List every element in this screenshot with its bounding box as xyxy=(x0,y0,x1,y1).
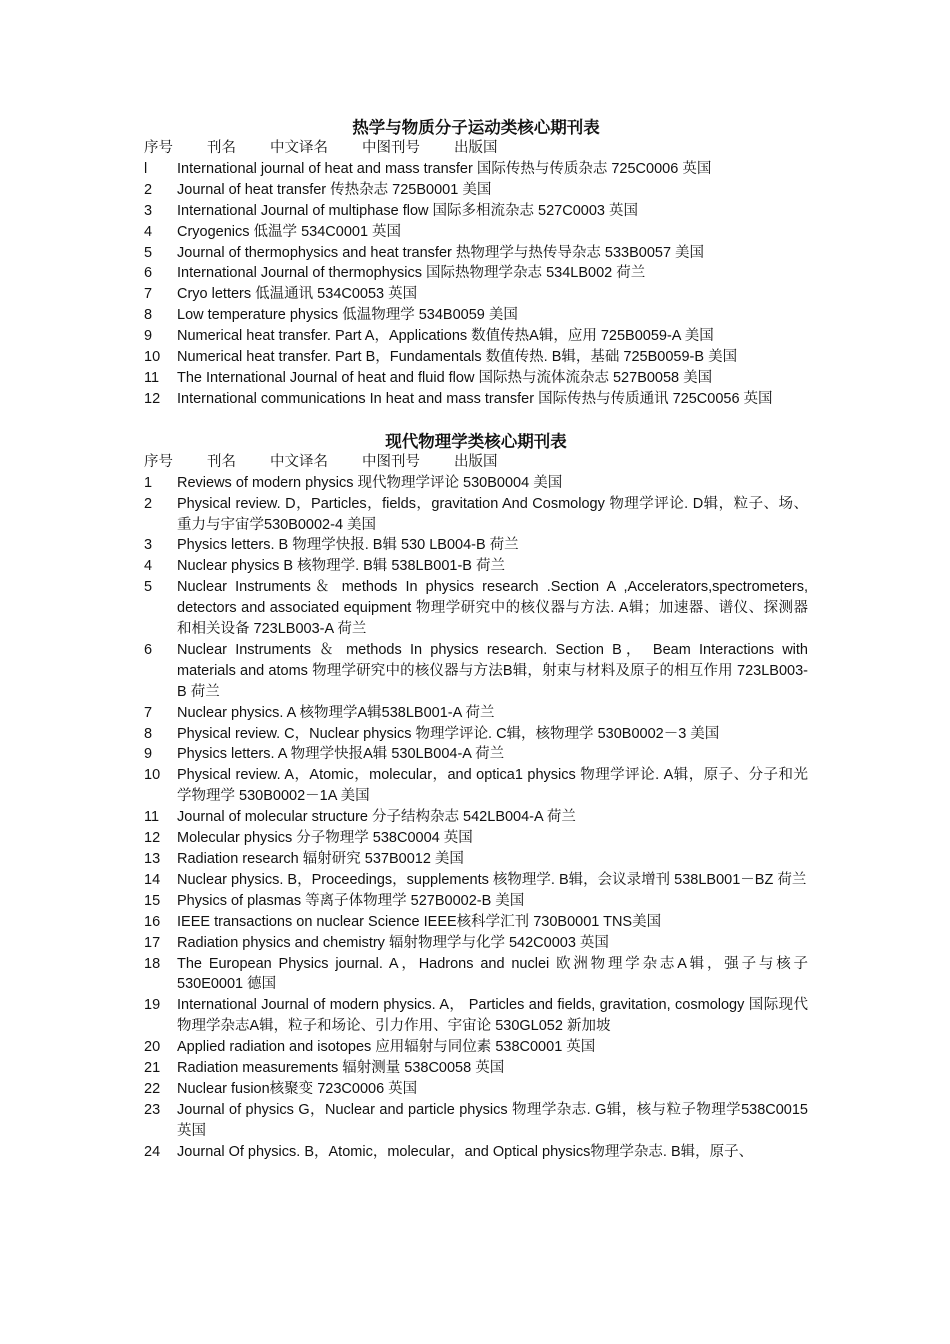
entry-text: Journal of molecular structure 分子结构杂志 542LB004-A 荷兰 xyxy=(177,809,576,826)
entry-text: Physics letters. B 物理学快报. B辑 530 LB004-B 荷兰 xyxy=(177,537,519,554)
section-title: 热学与物质分子运动类核心期刊表 xyxy=(352,118,600,137)
entry-number: 13 xyxy=(144,851,161,867)
entry-number: 22 xyxy=(144,1080,161,1097)
list-item xyxy=(144,535,808,556)
entry-text: International communications In heat and mass transfer 国际传热与传质通讯 725C0056 英国 xyxy=(177,390,773,407)
list-item xyxy=(144,284,808,305)
list-item xyxy=(144,556,808,577)
header-num: 序号 xyxy=(144,453,173,470)
list-item xyxy=(144,201,808,222)
list-item xyxy=(144,724,808,745)
entry-number: 17 xyxy=(144,934,161,951)
entry-text: Nuclear physics B 核物理学. B辑 538LB001-B 荷兰 xyxy=(177,558,505,575)
list-item xyxy=(144,1037,808,1058)
entry-number: l xyxy=(144,160,148,177)
section-title: 现代物理学类核心期刊表 xyxy=(385,431,567,451)
header-country: 出版国 xyxy=(454,140,498,156)
entry-number: 12 xyxy=(144,830,161,847)
list-item xyxy=(144,159,808,180)
list-item xyxy=(144,703,808,724)
list-item xyxy=(144,180,808,201)
entry-text: Physical review. C，Nuclear physics 物理学评论. C辑，核物理学 530B0002－3 美国 xyxy=(177,725,720,742)
entry-text: Journal Of physics. B，Atomic，molecular，and Optical physics物理学杂志. B辑，原子、 xyxy=(177,1143,754,1160)
entry-number: 6 xyxy=(144,265,153,282)
header-country: 出版国 xyxy=(454,453,498,470)
entry-text: Physics of plasmas 等离子体物理学 527B0002-B 美国 xyxy=(177,892,525,909)
entry-number: 20 xyxy=(144,1039,161,1056)
entry-text: Radiation research 辐射研究 537B0012 美国 xyxy=(177,851,464,867)
header-code: 中图刊号 xyxy=(362,140,420,156)
entry-number: 3 xyxy=(144,537,153,554)
entry-text: The International Journal of heat and fluid flow 国际热与流体流杂志 527B0058 美国 xyxy=(177,369,713,386)
list-item xyxy=(144,1100,808,1142)
entry-text: Nuclear Instruments＆ methods In physics research .Section A ,Accelerators,spectrometers, detectors and associated equipment 物理学研究中的核仪器与方法. A辑；加速器、谱仪、探测器和相关设备 723LB003-A 荷兰 xyxy=(177,579,808,638)
entry-text: Nuclear Instruments ＆ methods In physics research. Section B， Beam Interactions with materials and atoms 物理学研究中的核仪器与方法B辑，射束与材料及原子的相互作用 723LB003-B 荷兰 xyxy=(177,641,808,700)
list-item xyxy=(144,891,808,912)
entry-text: Journal of heat transfer 传热杂志 725B0001 美国 xyxy=(177,181,492,198)
header-title: 刊名 xyxy=(207,453,236,470)
entry-number: 9 xyxy=(144,328,153,345)
entry-text: IEEE transactions on nuclear Science IEEE核科学汇刊 730B0001 TNS美国 xyxy=(177,913,662,930)
entry-number: 9 xyxy=(144,746,153,763)
entry-number: 8 xyxy=(144,725,153,742)
list-item xyxy=(144,933,808,954)
list-item xyxy=(144,849,808,870)
table-header xyxy=(144,452,808,473)
entry-text: Applied radiation and isotopes 应用辐射与同位素 538C0001 英国 xyxy=(177,1039,596,1056)
entry-text: The European Physics journal. A，Hadrons and nuclei 欧洲物理学杂志A辑，强子与核子 530E0001 德国 xyxy=(177,955,808,993)
entry-text: Nuclear physics. B，Proceedings，supplements 核物理学. B辑，会议录增刊 538LB001－BZ 荷兰 xyxy=(177,871,807,888)
list-item xyxy=(144,765,808,807)
entry-text: Physical review. D，Particles，fields，gravitation And Cosmology 物理学评论. D辑，粒子、场、重力与宇宙学530B0002-4 美国 xyxy=(177,495,808,533)
document-page xyxy=(144,118,808,1163)
entry-text: Numerical heat transfer. Part B，Fundamentals 数值传热. B辑，基础 725B0059-B 美国 xyxy=(177,349,738,366)
entry-text: Nuclear physics. A 核物理学A辑538LB001-A 荷兰 xyxy=(177,704,495,721)
entry-number: 15 xyxy=(144,892,161,909)
header-num: 序号 xyxy=(144,140,173,156)
entry-number: 11 xyxy=(144,809,160,826)
list-item xyxy=(144,305,808,326)
header-chinese: 中文译名 xyxy=(270,453,328,470)
list-item xyxy=(144,954,808,996)
entry-number: 5 xyxy=(144,579,153,596)
header-title: 刊名 xyxy=(207,140,236,156)
entry-text: International Journal of thermophysics 国际热物理学杂志 534LB002 荷兰 xyxy=(177,265,646,282)
entry-number: 19 xyxy=(144,997,161,1014)
entry-number: 16 xyxy=(144,913,161,930)
entry-number: 4 xyxy=(144,558,153,575)
list-item xyxy=(144,912,808,933)
entry-number: 3 xyxy=(144,202,153,219)
entry-number: 21 xyxy=(144,1060,161,1077)
list-item xyxy=(144,263,808,284)
entry-text: Molecular physics 分子物理学 538C0004 英国 xyxy=(177,830,473,847)
list-item xyxy=(144,870,808,891)
header-code: 中图刊号 xyxy=(362,453,420,470)
entry-number: 11 xyxy=(144,369,160,386)
list-item xyxy=(144,368,808,389)
list-item xyxy=(144,389,808,410)
entry-number: 10 xyxy=(144,767,161,784)
entry-number: 18 xyxy=(144,955,161,972)
entry-text: Physics letters. A 物理学快报A辑 530LB004-A 荷兰 xyxy=(177,746,505,763)
entry-number: 4 xyxy=(144,223,153,240)
entry-number: 1 xyxy=(144,474,153,491)
list-item xyxy=(144,1058,808,1079)
entry-number: 12 xyxy=(144,390,161,407)
list-item xyxy=(144,326,808,347)
entry-number: 2 xyxy=(144,181,153,198)
entry-text: Radiation physics and chemistry 辐射物理学与化学 542C0003 英国 xyxy=(177,934,609,951)
entry-number: 7 xyxy=(144,286,153,303)
list-item xyxy=(144,1079,808,1100)
list-item xyxy=(144,473,808,494)
journal-list xyxy=(144,473,808,1163)
entry-text: Journal of thermophysics and heat transfer 热物理学与热传导杂志 533B0057 美国 xyxy=(177,244,705,261)
list-item xyxy=(144,494,808,536)
entry-number: 14 xyxy=(144,871,161,888)
list-item xyxy=(144,577,808,640)
entry-text: Reviews of modern physics 现代物理学评论 530B0004 美国 xyxy=(177,474,563,491)
journal-list xyxy=(144,159,808,410)
table-header xyxy=(144,138,808,159)
list-item xyxy=(144,744,808,765)
entry-number: 6 xyxy=(144,641,153,658)
list-item xyxy=(144,828,808,849)
entry-text: Physical review. A，Atomic，molecular，and optica1 physics 物理学评论. A辑，原子、分子和光学物理学 530B0002－1A 美国 xyxy=(177,767,808,805)
entry-text: International Journal of multiphase flow 国际多相流杂志 527C0003 英国 xyxy=(177,202,638,219)
entry-number: 10 xyxy=(144,349,161,366)
list-item xyxy=(144,243,808,264)
entry-text: Low temperature physics 低温物理学 534B0059 美国 xyxy=(177,307,518,324)
entry-number: 24 xyxy=(144,1143,161,1160)
entry-number: 23 xyxy=(144,1101,161,1118)
entry-text: International journal of heat and mass transfer 国际传热与传质杂志 725C0006 英国 xyxy=(177,160,712,177)
entry-text: Nuclear fusion核聚变 723C0006 英国 xyxy=(177,1080,418,1097)
list-item xyxy=(144,222,808,243)
list-item xyxy=(144,995,808,1037)
list-item xyxy=(144,347,808,368)
entry-number: 5 xyxy=(144,244,153,261)
entry-text: Cryo letters 低温通讯 534C0053 英国 xyxy=(177,286,418,303)
entry-number: 2 xyxy=(144,495,153,512)
entry-number: 7 xyxy=(144,704,153,721)
entry-number: 8 xyxy=(144,307,153,324)
entry-text: Cryogenics 低温学 534C0001 英国 xyxy=(177,223,402,240)
header-chinese: 中文译名 xyxy=(270,140,328,156)
section-gap xyxy=(144,410,808,432)
list-item xyxy=(144,807,808,828)
entry-text: International Journal of modern physics. A， Particles and fields, gravitation, cosmology 国际现代物理学杂志A辑，粒子和场论、引力作用、宇宙论 530GL052 新加坡 xyxy=(177,997,808,1035)
entry-text: Radiation measurements 辐射测量 538C0058 英国 xyxy=(177,1060,505,1077)
list-item xyxy=(144,1142,808,1163)
entry-text: Journal of physics G，Nuclear and particle physics 物理学杂志. G辑，核与粒子物理学538C0015 英国 xyxy=(177,1101,808,1139)
entry-text: Numerical heat transfer. Part A，Applications 数值传热A辑，应用 725B0059-A 美国 xyxy=(177,328,714,345)
list-item xyxy=(144,640,808,703)
